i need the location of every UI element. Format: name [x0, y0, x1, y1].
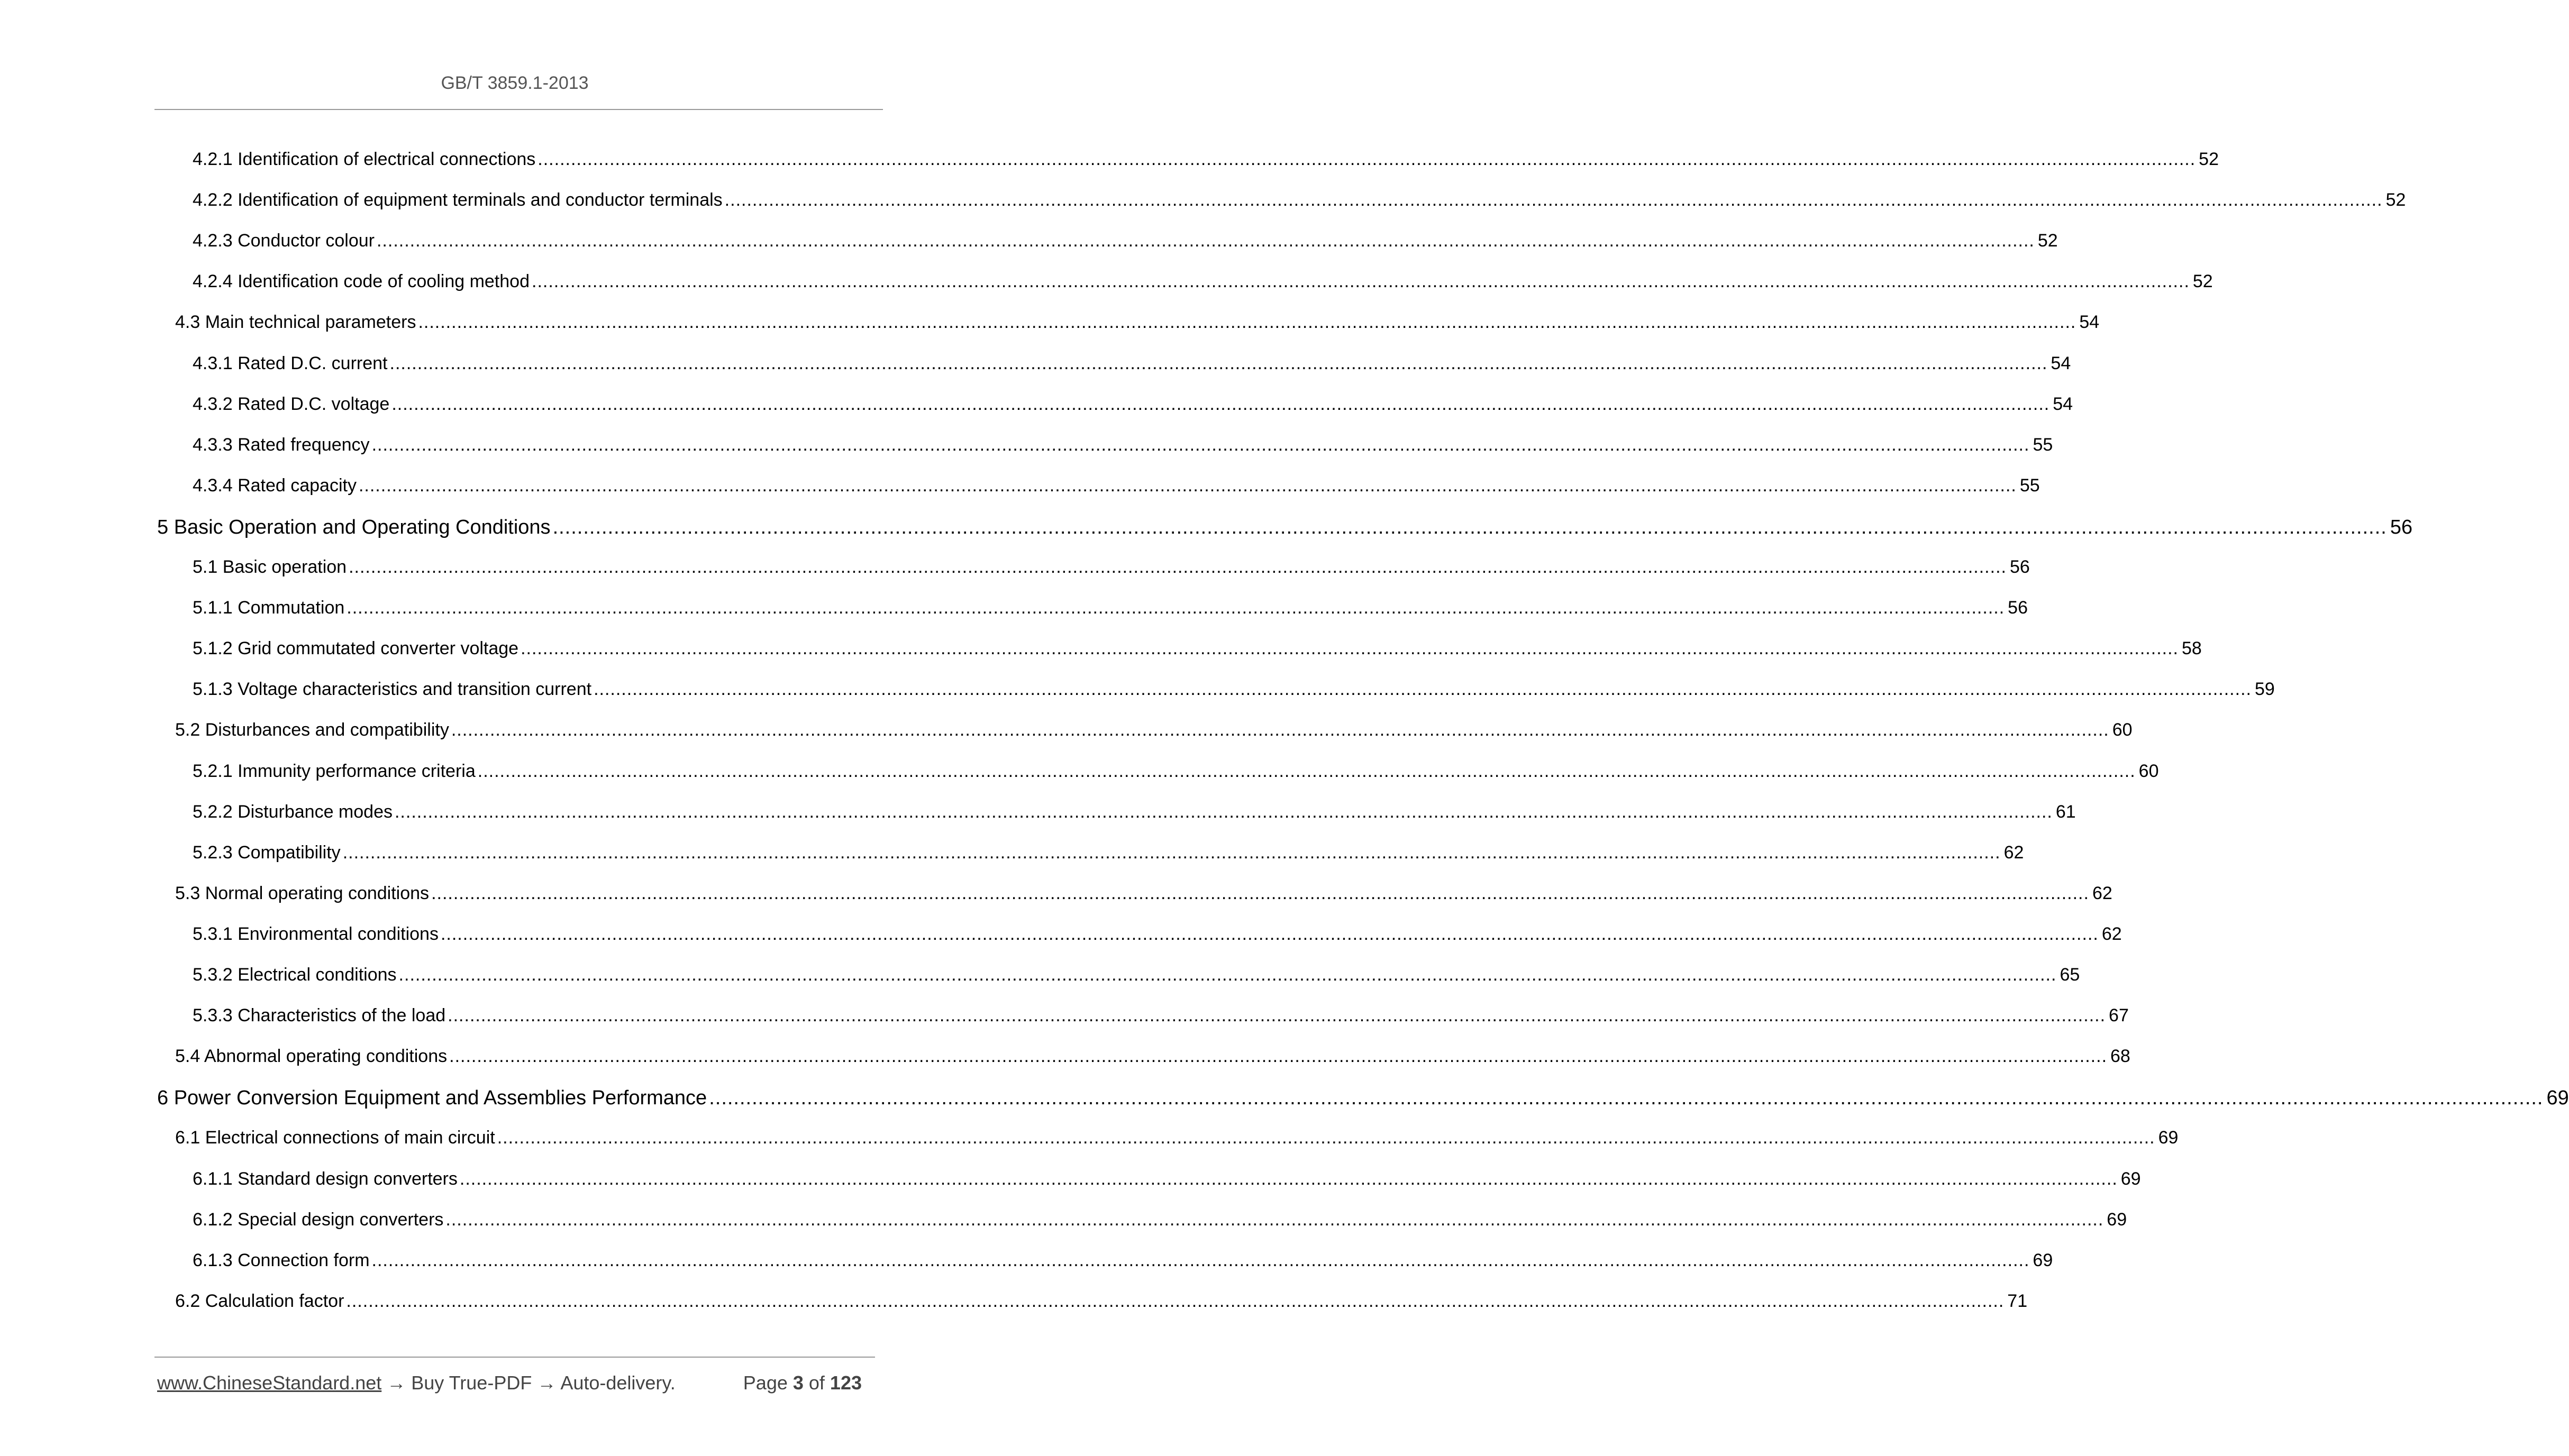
footer-promo [157, 1372, 676, 1394]
dot-leader: ............................................................................................................................................................................................................................................................................................................ [358, 475, 2017, 496]
toc-entry[interactable] [193, 923, 2122, 950]
toc-entry[interactable] [193, 801, 2076, 828]
toc-entry[interactable] [193, 434, 2053, 461]
page-indicator [743, 1372, 862, 1394]
dot-leader: ............................................................................................................................................................................................................................................................................................................ [497, 1128, 2155, 1148]
toc-entry-title: 6 Power Conversion Equipment and Assemblies Performance [157, 1087, 707, 1110]
toc-entry-page: 55 [2019, 475, 2040, 496]
toc-entry-page: 59 [2254, 679, 2275, 700]
toc-entry-page: 62 [2092, 883, 2112, 903]
toc-entry[interactable] [193, 842, 2024, 869]
dot-leader: ............................................................................................................................................................................................................................................................................................................ [371, 434, 2030, 455]
dot-leader: ............................................................................................................................................................................................................................................................................................................ [398, 965, 2057, 985]
toc-entry-title: 5.2.3 Compatibility [193, 842, 341, 863]
dot-leader: ............................................................................................................................................................................................................................................................................................................ [538, 149, 2196, 169]
dot-leader: ............................................................................................................................................................................................................................................................................................................ [418, 312, 2076, 333]
toc-entry-title: 4.3.2 Rated D.C. voltage [193, 393, 390, 414]
toc-entry-title: 5.2.1 Immunity performance criteria [193, 761, 476, 781]
toc-entry[interactable] [157, 1087, 2569, 1113]
toc-entry-title: 4.3.3 Rated frequency [193, 434, 370, 455]
toc-entry[interactable] [193, 638, 2202, 665]
toc-entry-title: 4.2.1 Identification of electrical connections [193, 149, 536, 169]
toc-entry-page: 62 [2003, 842, 2024, 863]
toc-entry-page: 69 [2158, 1128, 2179, 1148]
toc-entry[interactable] [175, 312, 2100, 338]
footer-promo-text: → Buy True-PDF → Auto-delivery. [381, 1372, 676, 1394]
current-page: 3 [792, 1372, 804, 1394]
toc-entry-title: 4.3.4 Rated capacity [193, 475, 357, 496]
toc-entry[interactable] [193, 231, 2058, 257]
toc-entry-page: 56 [2009, 557, 2030, 577]
toc-entry[interactable] [193, 149, 2219, 176]
toc-entry-page: 60 [2138, 761, 2159, 781]
toc-entry-page: 61 [2055, 801, 2076, 822]
toc-entry[interactable] [193, 557, 2030, 583]
dot-leader: ............................................................................................................................................................................................................................................................................................................ [431, 883, 2089, 903]
toc-entry-page: 54 [2079, 312, 2100, 333]
toc-entry[interactable] [193, 190, 2406, 216]
toc-entry-page: 52 [2037, 231, 2058, 251]
toc-entry[interactable] [193, 393, 2073, 420]
dot-leader: ............................................................................................................................................................................................................................................................................................................ [477, 761, 2136, 781]
dot-leader: ............................................................................................................................................................................................................................................................................................................ [449, 1046, 2108, 1067]
dot-leader: ............................................................................................................................................................................................................................................................................................................ [532, 271, 2190, 292]
dot-leader: ............................................................................................................................................................................................................................................................................................................ [394, 801, 2053, 822]
toc-entry-page: 55 [2033, 434, 2053, 455]
toc-entry-page: 69 [2546, 1087, 2569, 1110]
toc-entry-title: 5.3.3 Characteristics of the load [193, 1005, 446, 1026]
toc-entry[interactable] [193, 353, 2071, 380]
toc-entry-page: 67 [2109, 1005, 2129, 1026]
dot-leader: ............................................................................................................................................................................................................................................................................................................ [342, 842, 2001, 863]
toc-entry[interactable] [175, 720, 2133, 746]
website-link[interactable]: www.ChineseStandard.net [157, 1372, 382, 1394]
toc-entry-title: 4.2.2 Identification of equipment terminals and conductor terminals [193, 190, 723, 210]
toc-entry-title: 5.1 Basic operation [193, 557, 347, 577]
toc-entry[interactable] [157, 516, 2413, 543]
toc-entry[interactable] [193, 761, 2159, 787]
dot-leader: ............................................................................................................................................................................................................................................................................................................ [594, 679, 2252, 700]
toc-entry-page: 56 [2390, 516, 2413, 538]
toc-entry-page: 54 [2051, 353, 2071, 373]
dot-leader: ............................................................................................................................................................................................................................................................................................................ [521, 638, 2179, 659]
toc-entry-title: 5.1.1 Commutation [193, 598, 345, 618]
toc-entry-title: 5.4 Abnormal operating conditions [175, 1046, 448, 1067]
toc-entry-title: 5.2 Disturbances and compatibility [175, 720, 449, 740]
dot-leader: ............................................................................................................................................................................................................................................................................................................ [724, 190, 2383, 210]
toc-entry[interactable] [175, 1046, 2130, 1073]
toc-entry-title: 4.2.4 Identification code of cooling method [193, 271, 530, 292]
dot-leader: ............................................................................................................................................................................................................................................................................................................ [459, 1168, 2118, 1189]
toc-entry-title: 6.2 Calculation factor [175, 1290, 344, 1311]
toc-entry-title: 5.1.3 Voltage characteristics and transition current [193, 679, 592, 700]
toc-entry[interactable] [193, 1168, 2141, 1195]
toc-entry[interactable] [175, 1128, 2179, 1154]
dot-leader: ............................................................................................................................................................................................................................................................................................................ [709, 1087, 2544, 1110]
dot-leader: ............................................................................................................................................................................................................................................................................................................ [451, 720, 2109, 740]
toc-entry-title: 6.1.1 Standard design converters [193, 1168, 458, 1189]
toc-entry[interactable] [175, 883, 2112, 910]
toc-entry-page: 71 [2007, 1290, 2028, 1311]
dot-leader: ............................................................................................................................................................................................................................................................................................................ [371, 1250, 2030, 1270]
toc-entry-page: 62 [2101, 923, 2122, 944]
toc-entry[interactable] [193, 1209, 2127, 1236]
dot-leader: ............................................................................................................................................................................................................................................................................................................ [391, 393, 2050, 414]
toc-entry-page: 58 [2181, 638, 2202, 659]
dot-leader: ............................................................................................................................................................................................................................................................................................................ [440, 923, 2099, 944]
toc-entry-page: 69 [2120, 1168, 2141, 1189]
toc-entry-page: 69 [2107, 1209, 2127, 1230]
toc-entry[interactable] [193, 598, 2028, 624]
footer-divider [154, 1357, 875, 1358]
page-footer [157, 1372, 872, 1394]
dot-leader: ............................................................................................................................................................................................................................................................................................................ [448, 1005, 2106, 1026]
page-label: Page [743, 1372, 793, 1394]
toc-entry-title: 5.3.2 Electrical conditions [193, 965, 397, 985]
toc-entry[interactable] [193, 1250, 2053, 1277]
total-pages: 123 [830, 1372, 862, 1394]
toc-entry-title: 4.3 Main technical parameters [175, 312, 416, 333]
dot-leader: ............................................................................................................................................................................................................................................................................................................ [389, 353, 2048, 373]
toc-entry-page: 52 [2199, 149, 2219, 169]
page-of-label: of [803, 1372, 830, 1394]
toc-entry-page: 68 [2110, 1046, 2130, 1067]
toc-entry-title: 5.2.2 Disturbance modes [193, 801, 393, 822]
toc-entry[interactable] [193, 965, 2080, 991]
dot-leader: ............................................................................................................................................................................................................................................................................................................ [349, 557, 2007, 577]
toc-entry-title: 5.3 Normal operating conditions [175, 883, 430, 903]
dot-leader: ............................................................................................................................................................................................................................................................................................................ [347, 598, 2005, 618]
toc-entry-title: 5 Basic Operation and Operating Conditions [157, 516, 551, 538]
toc-entry-page: 69 [2033, 1250, 2053, 1270]
toc-entry-title: 5.1.2 Grid commutated converter voltage [193, 638, 519, 659]
toc-entry-page: 60 [2112, 720, 2133, 740]
toc-entry[interactable] [193, 271, 2213, 298]
toc-entry-page: 52 [2385, 190, 2406, 210]
dot-leader: ............................................................................................................................................................................................................................................................................................................ [376, 231, 2035, 251]
toc-entry-title: 6.1.2 Special design converters [193, 1209, 444, 1230]
dot-leader: ............................................................................................................................................................................................................................................................................................................ [552, 516, 2387, 538]
toc-entry[interactable] [193, 475, 2040, 502]
dot-leader: ............................................................................................................................................................................................................................................................................................................ [445, 1209, 2104, 1230]
document-header: GB/T 3859.1-2013 [441, 73, 589, 93]
toc-entry-title: 5.3.1 Environmental conditions [193, 923, 439, 944]
toc-entry-title: 4.3.1 Rated D.C. current [193, 353, 388, 373]
header-divider [154, 109, 883, 110]
toc-entry-page: 54 [2053, 393, 2073, 414]
toc-entry-title: 6.1.3 Connection form [193, 1250, 370, 1270]
toc-entry-page: 65 [2060, 965, 2080, 985]
toc-entry[interactable] [193, 1005, 2129, 1032]
toc-entry-title: 6.1 Electrical connections of main circuit [175, 1128, 495, 1148]
toc-entry-title: 4.2.3 Conductor colour [193, 231, 375, 251]
toc-entry[interactable] [193, 679, 2275, 706]
toc-entry-page: 56 [2008, 598, 2028, 618]
toc-entry[interactable] [175, 1290, 2028, 1317]
dot-leader: ............................................................................................................................................................................................................................................................................................................ [346, 1290, 2005, 1311]
toc-entry-page: 52 [2192, 271, 2213, 292]
